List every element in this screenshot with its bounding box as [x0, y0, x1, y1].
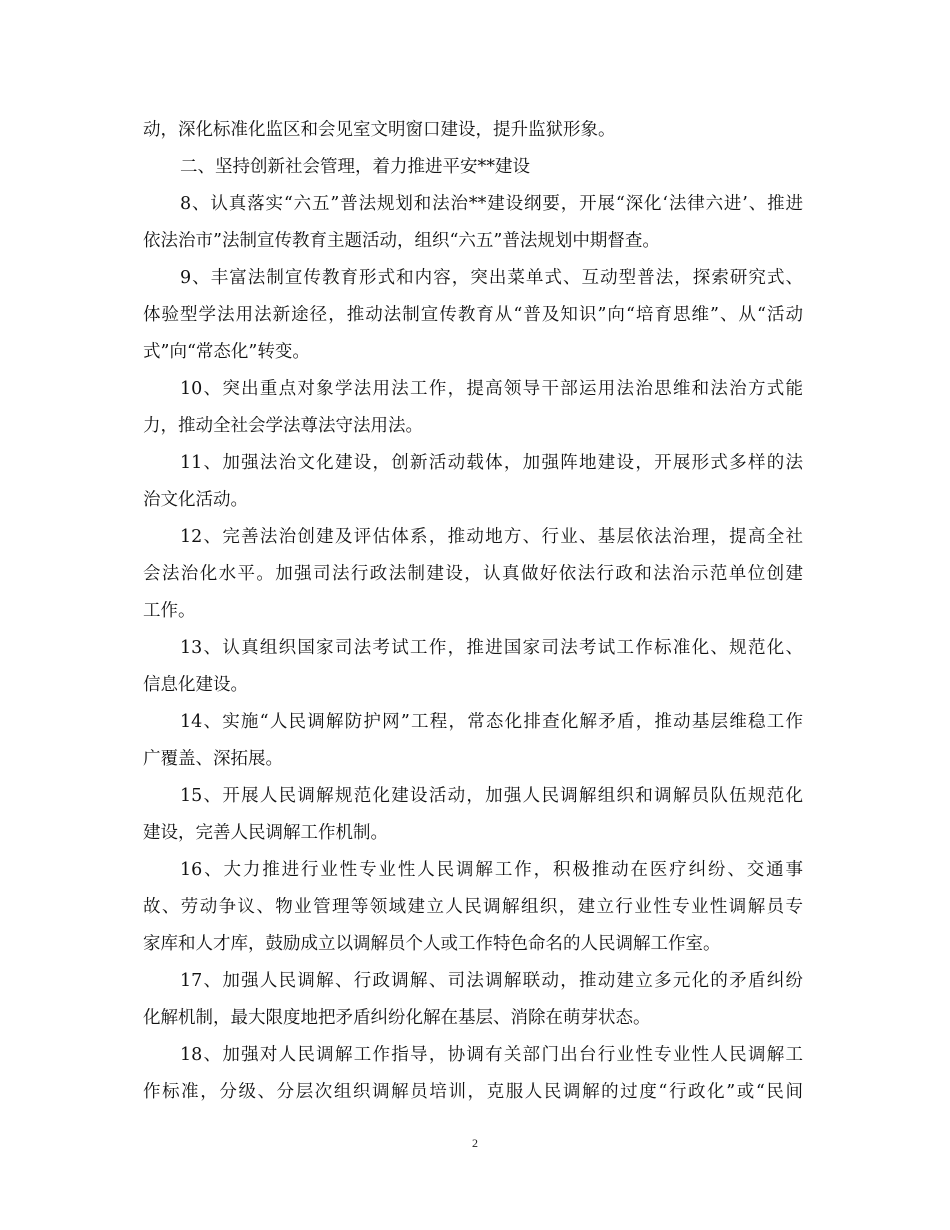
paragraph-line: 家库和人才库，鼓励成立以调解员个人或工作特色命名的人民调解工作室。 — [143, 934, 721, 954]
paragraph — [143, 519, 803, 630]
paragraph-line: 18、加强对人民调解工作指导，协调有关部门出台行业性专业性人民调解工 — [180, 1045, 803, 1065]
paragraph-line: 15、开展人民调解规范化建设活动，加强人民调解组织和调解员队伍规范化 — [180, 786, 803, 806]
paragraph — [143, 852, 803, 963]
paragraph-line: 广覆盖、深拓展。 — [143, 749, 283, 769]
paragraph — [143, 186, 803, 260]
paragraph — [143, 260, 803, 371]
paragraph — [143, 778, 803, 852]
paragraph-line: 16、大力推进行业性专业性人民调解工作，积极推动在医疗纠纷、交通事 — [180, 860, 803, 880]
paragraph-line: 治文化活动。 — [143, 490, 248, 510]
paragraph-line: 工作。 — [143, 601, 196, 621]
paragraph-line: 二、坚持创新社会管理，着力推进平安**建设 — [180, 157, 530, 177]
paragraph-line: 11、加强法治文化建设，创新活动载体，加强阵地建设，开展形式多样的法 — [180, 453, 803, 473]
paragraph-line: 式”向“常态化”转变。 — [143, 342, 310, 362]
paragraph-line: 信息化建设。 — [143, 675, 248, 695]
paragraph-line: 动，深化标准化监区和会见室文明窗口建设，提升监狱形象。 — [143, 120, 616, 140]
paragraph-line: 作标准，分级、分层次组织调解员培训，克服人民调解的过度“行政化”或“民间 — [143, 1082, 803, 1102]
paragraph-line: 化解机制，最大限度地把矛盾纠纷化解在基层、消除在萌芽状态。 — [143, 1008, 651, 1028]
paragraph — [143, 149, 803, 186]
paragraph-line: 17、加强人民调解、行政调解、司法调解联动，推动建立多元化的矛盾纠纷 — [180, 971, 803, 991]
paragraph — [143, 112, 803, 149]
paragraph-line: 9、丰富法制宣传教育形式和内容，突出菜单式、互动型普法，探索研究式、 — [180, 268, 803, 288]
paragraph-line: 依法治市”法制宣传教育主题活动，组织“六五”普法规划中期督查。 — [143, 231, 660, 251]
paragraph — [143, 704, 803, 778]
paragraph — [143, 963, 803, 1037]
paragraph-line: 8、认真落实“六五”普法规划和法治**建设纲要，开展“深化‘法律六进’、推进 — [180, 194, 803, 214]
paragraph — [143, 630, 803, 704]
page-number: 2 — [472, 1136, 478, 1150]
paragraph-line: 10、突出重点对象学法用法工作，提高领导干部运用法治思维和法治方式能 — [180, 379, 803, 399]
paragraph-line: 13、认真组织国家司法考试工作，推进国家司法考试工作标准化、规范化、 — [180, 638, 803, 658]
paragraph — [143, 1037, 803, 1111]
paragraph — [143, 445, 803, 519]
paragraph-line: 体验型学法用法新途径，推动法制宣传教育从“普及知识”向“培育思维”、从“活动 — [143, 305, 803, 325]
paragraph-line: 12、完善法治创建及评估体系，推动地方、行业、基层依法治理，提高全社 — [180, 527, 803, 547]
paragraph-line: 建设，完善人民调解工作机制。 — [143, 823, 388, 843]
paragraph-line: 故、劳动争议、物业管理等领域建立人民调解组织，建立行业性专业性调解员专 — [143, 897, 803, 917]
document-body — [143, 112, 803, 1111]
paragraph-line: 会法治化水平。加强司法行政法制建设，认真做好依法行政和法治示范单位创建 — [143, 564, 803, 584]
paragraph-line: 力，推动全社会学法尊法守法用法。 — [143, 416, 423, 436]
paragraph — [143, 371, 803, 445]
paragraph-line: 14、实施“人民调解防护网”工程，常态化排查化解矛盾，推动基层维稳工作 — [180, 712, 803, 732]
